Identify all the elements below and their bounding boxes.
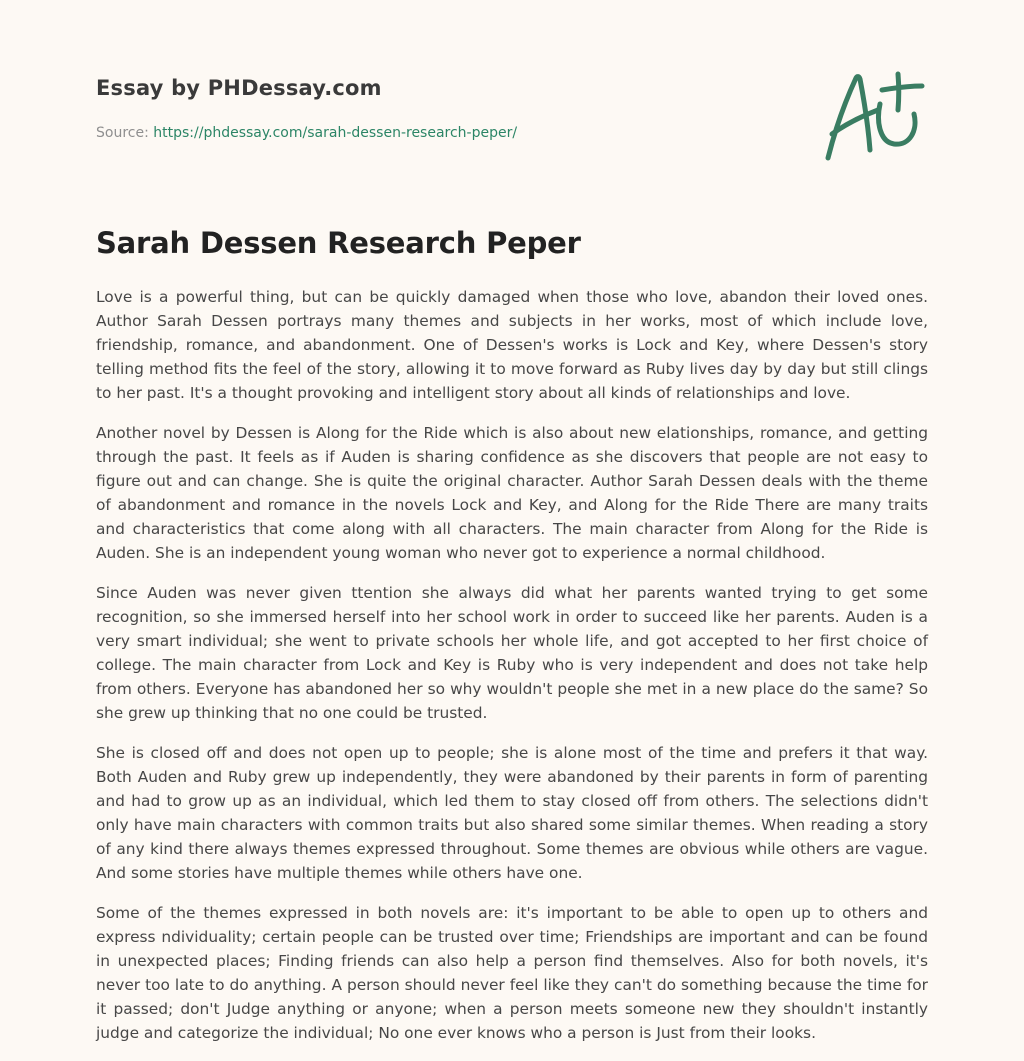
source-label: Source:: [96, 125, 149, 141]
essay-paragraph: Another novel by Dessen is Along for the Ride which is also about new elationships, romance, and getting through the past. It feels as if Auden is sharing confidence as she discovers that people are not easy to figure out and can change. She is quite the original character. Author Sarah Dessen deals with the theme of abandonment and romance in the novels Lock and Key, and Along for the Ride There are many traits and characteristics that come along with all characters. The main character from Along for the Ride is Auden. She is an independent young woman who never got to experience a normal childhood.: [96, 424, 928, 562]
source-link[interactable]: https://phdessay.com/sarah-dessen-research-peper/: [153, 125, 518, 141]
a-plus-grade-icon: [818, 64, 928, 168]
source-line: [96, 125, 517, 141]
essay-title: Sarah Dessen Research Peper: [96, 226, 581, 260]
essay-paragraph: Love is a powerful thing, but can be quickly damaged when those who love, abandon their loved ones. Author Sarah Dessen portrays many themes and subjects in her works, most of which include love, friendship, romance, and abandonment. One of Dessen's works is Lock and Key, where Dessen's story telling method fits the feel of the story, allowing it to move forward as Ruby lives day by day but still clings to her past. It's a thought provoking and intelligent story about all kinds of relationships and love.: [96, 288, 928, 402]
essay-paragraph: Some of the themes expressed in both novels are: it's important to be able to open up to others and express ndividuality; certain people can be trusted over time; Friendships are important and can be found in unexpected places; Finding friends can also help a person find themselves. Also for both novels, it's never too late to do anything. A person should never feel like they can't do something because the time for it passed; don't Judge anything or anyone; when a person meets someone new they shouldn't instantly judge and categorize the individual; No one ever knows who a person is Just from their looks.: [96, 904, 928, 1042]
essay-body: [96, 285, 928, 1061]
essay-paragraph: Since Auden was never given ttention she always did what her parents wanted trying to get some recognition, so she immersed herself into her school work in order to succeed like her parents. Auden is a very smart individual; she went to private schools her whole life, and got accepted to her first choice of college. The main character from Lock and Key is Ruby who is very independent and does not take help from others. Everyone has abandoned her so why wouldn't people she met in a new place do the same? So she grew up thinking that no one could be trusted.: [96, 584, 928, 722]
site-label: Essay by PHDessay.com: [96, 76, 382, 100]
essay-paragraph: She is closed off and does not open up to people; she is alone most of the time and prefers it that way. Both Auden and Ruby grew up independently, they were abandoned by their parents in form of parenting and had to grow up as an individual, which led them to stay closed off from others. The selections didn't only have main characters with common traits but also shared some similar themes. When reading a story of any kind there always themes expressed throughout. Some themes are obvious while others are vague. And some stories have multiple themes while others have one.: [96, 744, 928, 882]
